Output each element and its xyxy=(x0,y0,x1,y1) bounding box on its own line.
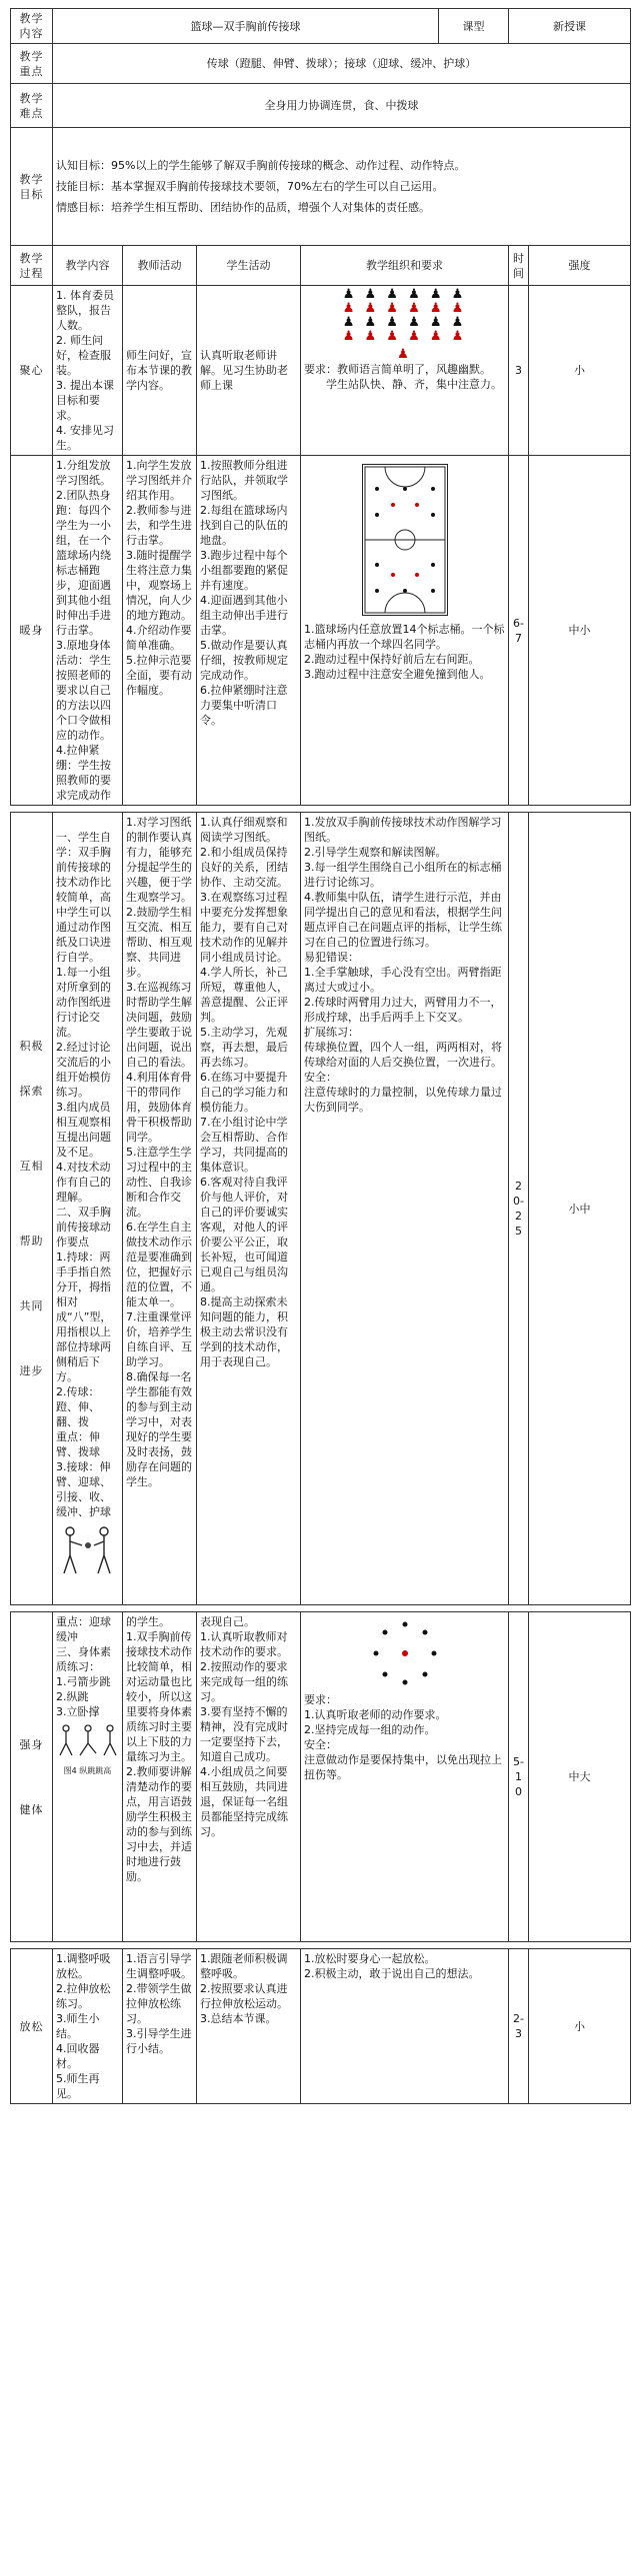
strength-time: 5-10 xyxy=(509,1612,529,1942)
main-org-text: 1.发放双手胸前传接球技术动作图解学习图纸。 2.引导学生观察和解读图解。 3.每一组学生围绕自己小组所在的标志桶进行讨论练习。 4.教师集中队伍，请学生进行示范，并由同学提出自己的意见和看法，根据学生问题点评自己在问题点评的指标，让学生练习在自己的位置进行练习。 易犯错误： 1.全手掌触球，手心没有空出。两臂指距离过大或过小。 2.传球时两臂用力过大，两臂用力不一，形成拧球，出手后两手上下交叉。 扩展练习： 传球换位置，四个人一组，两两相对，将传球给对面的人后交换位置，一次进行。 安全： 注意传球时的力量控制，以免传球力量过大伤到同学。 xyxy=(304,816,502,1114)
type-value: 新授课 xyxy=(509,9,631,44)
col-time: 时间 xyxy=(509,246,529,286)
stage-warm: 暖身 xyxy=(11,456,53,806)
strength-org xyxy=(301,1612,509,1942)
focus-org-text: 要求：教师语言简单明了，风趣幽默。 学生站队快、静、齐，集中注意力。 xyxy=(304,363,502,391)
focus-teacher: 师生问好，宣布本节课的教学内容。 xyxy=(123,286,197,456)
col-student: 学生活动 xyxy=(197,246,301,286)
stage-strength-a: 强身 xyxy=(19,1737,44,1751)
warm-org-text: 1.篮球场内任意放置14个标志桶。一个标志桶内再放一个球四名同学。 2.跑动过程中保持好前后左右间距。 3.跑动过程中注意安全避免撞到他人。 xyxy=(304,623,505,681)
lesson-plan-page xyxy=(10,0,630,2104)
warm-org xyxy=(301,456,509,806)
strength-content-text: 三、身体素质练习： 1.弓箭步跳 2.纵跳 3.立卧撑 xyxy=(56,1645,111,1718)
objectives-body xyxy=(53,128,631,246)
focus-content: 1. 体育委员整队，报告人数。 2. 师生问好，检查服装。 3. 提出本课目标和要求。 4. 安排见习生。 xyxy=(53,286,123,456)
difficulty-label: 教学难点 xyxy=(11,84,53,128)
strength-org-text: 要求： 1.认真听取老师的动作要求。 2.坚持完成每一组的动作。 安全： 注意做动作是要保持集中，以免出现拉上扭伤等。 xyxy=(304,1693,502,1781)
objectives-label: 教学目标 xyxy=(11,128,53,246)
strength-intensity: 中大 xyxy=(529,1612,631,1942)
main-intensity: 小中 xyxy=(529,813,631,1605)
stage-main-5: 共同 xyxy=(19,1299,44,1312)
stage-main-3: 互相 xyxy=(19,1160,44,1173)
col-intensity: 强度 xyxy=(529,246,631,286)
lesson-plan-table xyxy=(10,8,631,2104)
objective-skill: 技能目标：基本掌握双手胸前传接球技术要领，70%左右的学生可以自己运用。 xyxy=(56,180,444,193)
objective-affective: 情感目标：培养学生相互帮助、团结协作的品质，增强个人对集体的责任感。 xyxy=(56,201,430,214)
relax-intensity: 小 xyxy=(529,1949,631,2104)
relax-student: 1.跟随老师积极调整呼吸。 2.按照要求认真进行拉伸放松运动。 3.总结本节课。 xyxy=(197,1949,301,2104)
main-org xyxy=(301,813,509,1605)
warm-student: 1.按照教师分组进行站队，并领取学习图纸。 2.每组在篮球场内找到自己的队伍的地盘。 3.跑步过程中每个小组都要跑的紧促并有速度。 4.迎面遇到其他小组主动伸出手进行击掌。 5.做动作是要认真仔细，按教师规定完成动作。 6.拉伸紧绷时注意力要集中听清口令。 xyxy=(197,456,301,806)
type-label: 课型 xyxy=(439,9,509,44)
stage-strength-b: 健体 xyxy=(19,1802,44,1816)
stage-main xyxy=(11,813,53,1605)
circle-formation xyxy=(370,1618,440,1688)
difficulty-value: 全身用力协调连贯，食、中拨球 xyxy=(53,84,631,128)
relax-org: 1.放松时要身心一起放松。 2.积极主动，敢于说出自己的想法。 xyxy=(301,1949,509,2104)
stage-main-1: 积极 xyxy=(19,1040,44,1053)
lunge-jump-figure xyxy=(56,1723,120,1759)
stage-main-4: 帮助 xyxy=(19,1235,44,1248)
objective-cognitive: 认知目标：95%以上的学生能够了解双手胸前传接球的概念、动作过程、动作特点。 xyxy=(56,159,466,172)
warm-teacher: 1.向学生发放学习图纸并介绍其作用。 2.教师参与进去，和学生进行击掌。 3.随时提醒学生将注意力集中，观察场上情况，向人少的地方跑动。 4.介绍动作要简单准确。 5.拉伸示范要全面，要有动作幅度。 xyxy=(123,456,197,806)
col-org: 教学组织和要求 xyxy=(301,246,509,286)
focus-label: 教学重点 xyxy=(11,44,53,84)
strength-student: 表现自己。 1.认真听取教师对技术动作的要求。 2.按照动作的要求来完成每一组的练习。 3.要有坚持不懈的精神，没有完成时一定要坚持下去，知道自己成功。 4.小组成员之间要相互鼓励，共同进退，保证每一名组员都能坚持完成练习。 xyxy=(197,1612,301,1942)
passing-figure xyxy=(56,1523,120,1583)
relax-time: 2-3 xyxy=(509,1949,529,2104)
jump-figure-caption: 图4 纵跳跳高 xyxy=(63,1766,112,1775)
stage-focus: 聚心 xyxy=(11,286,53,456)
warm-content: 1.分组发放学习图纸。 2.团队热身跑：每四个学生为一小组，在一个篮球场内绕标志桶跑步，迎面遇到其他小组时伸出手进行击掌。 3.原地身体活动：学生按照老师的要求以自己的方法以四个口令做相应的动作。 4.拉伸紧绷：学生按照教师的要求完成动作 xyxy=(53,456,123,806)
focus-time: 3 xyxy=(509,286,529,456)
stage-strength xyxy=(11,1612,53,1942)
col-process: 教学过程 xyxy=(11,246,53,286)
strength-content xyxy=(53,1612,123,1942)
main-teacher: 1.对学习图纸的制作要认真有力，能够充分提起学生的兴趣，便于学生观察学习。 2.鼓励学生相互交流、相互帮助、相互观察、共同进步。 3.在巡视练习时帮助学生解决问题，鼓励学生要敢于说出问题，说出自己的看法。 4.利用体育骨干的带同作用，鼓励体育骨干积极帮助同学。 5.注意学生学习过程中的主动性、自我诊断和合作交流。 6.在学生自主做技术动作示范是要准确到位，把握好示范的位置，不能太单一。 7.注重课堂评价，培养学生自练自评、互助学习。 8.确保每一名学生都能有效的参与到主动学习中，对表现好的学生要及时表扬，鼓励存在问题的学生。 xyxy=(123,813,197,1605)
warm-time: 6-7 xyxy=(509,456,529,806)
content-value: 篮球—双手胸前传接球 xyxy=(53,9,439,44)
relax-teacher: 1.语言引导学生调整呼吸。 2.带领学生做拉伸放松练习。 3.引导学生进行小结。 xyxy=(123,1949,197,2104)
strength-content-top: 重点：迎球 缓冲 xyxy=(56,1615,111,1643)
focus-value: 传球（蹬腿、伸臂、拨球）；接球（迎球、缓冲、护球） xyxy=(53,44,631,84)
court-diagram-warm xyxy=(362,464,448,616)
col-content: 教学内容 xyxy=(53,246,123,286)
focus-intensity: 小 xyxy=(529,286,631,456)
focus-org xyxy=(301,286,509,456)
main-content xyxy=(53,813,123,1605)
relax-content: 1.调整呼吸放松。 2.拉伸放松练习。 3.师生小结。 4.回收器材。 5.师生再见。 xyxy=(53,1949,123,2104)
content-label: 教学内容 xyxy=(11,9,53,44)
stage-relax: 放松 xyxy=(11,1949,53,2104)
warm-intensity: 中小 xyxy=(529,456,631,806)
col-teacher: 教师活动 xyxy=(123,246,197,286)
stage-main-2: 探索 xyxy=(19,1085,44,1098)
main-student: 1.认真仔细观察和阅读学习图纸。 2.和小组成员保持良好的关系，团结协作、主动交流。 3.在观察练习过程中要充分发挥想象能力，要有自己对技术动作的见解并同小组成员讨论。 4.学人所长，补己所短，尊重他人，善意提醒、公正评判。 5.主动学习，先观察，再去想，最后再去练习。 6.在练习中要提升自己的学习能力和模仿能力。 7.在小组讨论中学会互相帮助、合作学习，共同提高的集体意识。 6.客观对待自我评价与他人评价，对自己的评价要诚实客观，对他人的评价要公平公正，取长补短，也可闻道已观自己与组员沟通。 8.提高主动探索未知问题的能力，积极主动去常识没有学到的技术动作，用于表现自己。 xyxy=(197,813,301,1605)
formation-diagram: ♟ ♟ ♟ ♟ ♟ ♟ ♟ ♟ ♟ ♟ ♟ ♟ ♟ ♟ ♟ ♟ ♟ ♟ ♟ ♟ ♟ ♟ ♟ ♟ ♟ xyxy=(342,287,467,362)
main-time: 20-25 xyxy=(509,813,529,1605)
main-content-text: 一、学生自学：双手胸前传接球的技术动作比较简单，高中学生可以通过动作图纸及口诀进行自学。 1.每一小组对所拿到的动作图纸进行讨论交流。 2.经过讨论交流后的小组开始模仿练习。 3.组内成员相互观察相互提出问题及不足。 4.对技术动作有自己的理解。 二、双手胸前传接球动作要点 1.持球：两手手指自然分开，拇指相对成“八”型，用指根以上部位持球两侧稍后下方。 2.传球：蹬、伸、翻、拨 重点：伸臂、拨球 3.接球：伸臂、迎球、引接、收、缓冲、护球 xyxy=(56,831,112,1518)
strength-teacher: 的学生。 1.双手胸前传接球技术动作比较简单，相对运动量也比较小，所以这里要将身体素质练习时主要以上下肢的力量练习为主。 2.教师要讲解清楚动作的要点，用言语鼓励学生积极主动的参与到练习中去，并适时地进行鼓励。 xyxy=(123,1612,197,1942)
focus-student: 认真听取老师讲解。见习生协助老师上课 xyxy=(197,286,301,456)
stage-main-6: 进步 xyxy=(19,1364,44,1377)
